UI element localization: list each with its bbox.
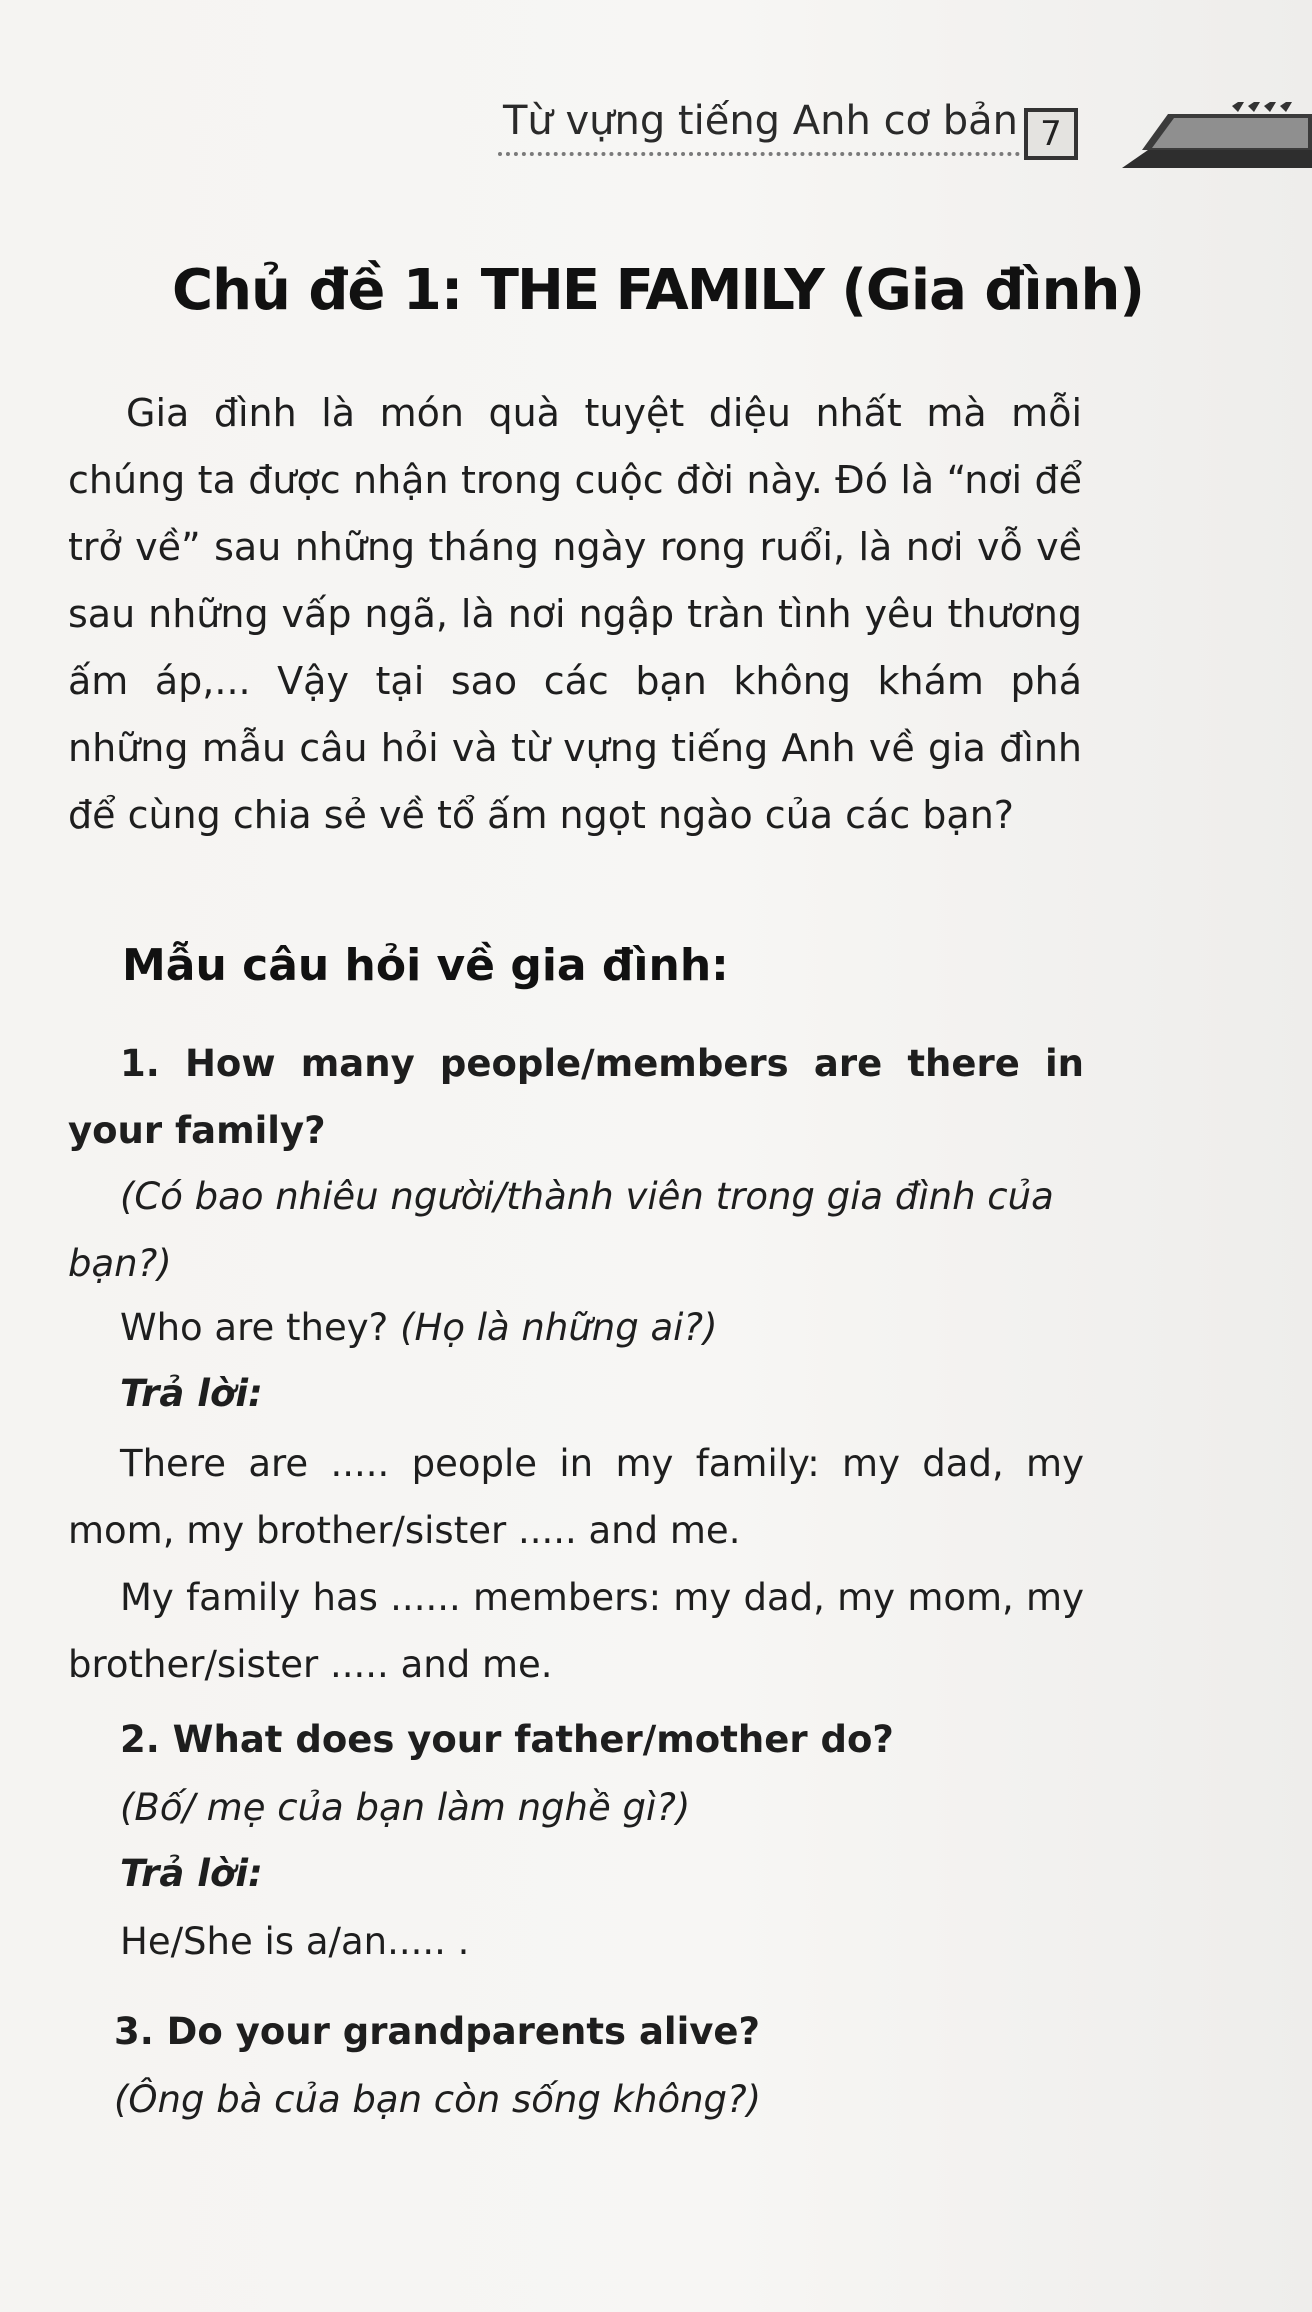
header-dotted-rule [498,152,1020,156]
chapter-main-title: THE FAMILY [480,258,823,323]
answer-1a: There are ..... people in my family: my dad, my mom, my brother/sister ..... and me. [68,1442,1084,1552]
question-1-followup [120,1306,718,1349]
question-2-translation: (Bố/ mẹ của bạn làm nghề gì?) [120,1786,691,1829]
answer-2: He/She is a/an..... . [120,1920,470,1963]
question-1: 1. How many people/members are there in your family? [68,1042,1084,1152]
header-decorative-tab [1082,100,1312,168]
chapter-subtitle: (Gia đình) [841,258,1144,323]
answer-label-1: Trả lời: [120,1372,263,1415]
chapter-prefix: Chủ đề 1: [172,258,463,323]
followup-text: Who are they? [120,1306,389,1349]
chapter-title [172,258,1172,323]
page-number: 7 [1024,108,1078,160]
answer-label-2: Trả lời: [120,1852,263,1895]
followup-translation: (Họ là những ai?) [400,1306,718,1349]
running-title: Từ vựng tiếng Anh cơ bản [502,98,1018,144]
question-1-translation: (Có bao nhiêu người/thành viên trong gia đình của bạn?) [68,1175,1054,1285]
answer-1b: My family has ...... members: my dad, my mom, my brother/sister ..... and me. [68,1576,1084,1686]
section-heading: Mẫu câu hỏi về gia đình: [122,940,729,991]
question-2: 2. What does your father/mother do? [120,1718,894,1761]
question-3: 3. Do your grandparents alive? [114,2010,760,2053]
intro-paragraph: Gia đình là món quà tuyệt diệu nhất mà mỗi chúng ta được nhận trong cuộc đời này. Đó là “nơi để trở về” sau những tháng ngày rong ruổi, là nơi vỗ về sau những vấp ngã, là nơi ngập tràn tình yêu thương ấm áp,... Vậy tại sao các bạn không khám phá những mẫu câu hỏi và từ vựng tiếng Anh về gia đình để cùng chia sẻ về tổ ấm ngọt ngào của các bạn? [68,391,1082,837]
question-3-translation: (Ông bà của bạn còn sống không?) [114,2078,762,2121]
